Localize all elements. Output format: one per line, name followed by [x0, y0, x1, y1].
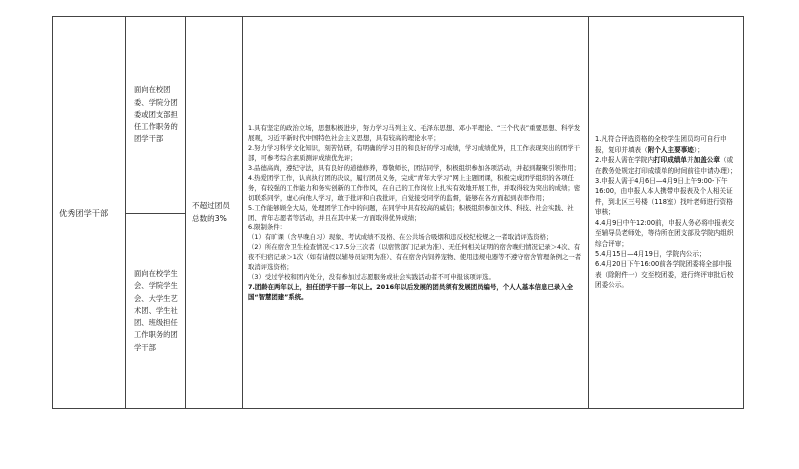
procedure-cell [589, 17, 744, 409]
condition-6-3: （3）受过学校和团内处分，没有参加过志愿服务或社会实践活动者不可申报该项评选。 [248, 272, 495, 281]
procedure-1-bold: 附个人主要事迹 [647, 145, 694, 154]
official-seal-bold: 加盖公章 [693, 156, 720, 165]
scope-text-top: 面向在校团委、学院分团委或团支部担任工作职务的团学干部 [134, 85, 178, 144]
condition-7: 7.团龄在两年以上，担任团学干部一年以上。2016年以后发展的团员须有发展团员编号，个人人基本信息已录入全国“智慧团建”系统。 [248, 282, 574, 301]
award-name-cell [53, 17, 126, 409]
award-criteria-table [52, 16, 744, 409]
conditions-cell [243, 17, 589, 409]
scope-text-bottom: 面向在校学生会、学院学生会、大学生艺术团、学生社团、班级担任工作职务的团学干部 [134, 269, 178, 352]
condition-3: 3.品德高尚，遵纪守法，具有良好的道德修养，尊敬师长，团结同学，积极组织参加各项活动，并起到凝聚引领作用； [248, 163, 581, 172]
condition-6-2: （2）所在宿舍卫生检查情况＜17.5分三次者（以宿管部门记录为准）、无任何相关证明的宿舍晚归情况记录＞4次、有夜不归宿记录＞1次（如有请假以辅导员证明为准）、有在宿舍内饲养宠物、使用违规电器等不遵守宿舍管理条例之一者取消评选资格； [248, 243, 582, 272]
print-transcript-bold: 打印成绩单 [654, 156, 688, 165]
condition-5: 5.工作能够顾全大局，处理团学工作中的问题，在同学中具有较高的威信；积极组织参加文体、科技、社会实践、社团、青年志愿者等活动，并且在其中某一方面取得优异成绩； [248, 203, 574, 222]
condition-4: 4.热爱团学工作，认真执行团的决议，履行团员义务，完成“青年大学习”网上主题团课，积极完成团学组织的各项任务，有较强的工作能力和务实创新的工作作风，在自己的工作岗位上扎实有效地开展工作，并取得较为突出的成绩；密切联系同学，虚心向他人学习，敢于批评和自我批评，自觉接受同学的监督，能够在各方面起到表率作用； [248, 173, 581, 202]
condition-2: 2.努力学习科学文化知识，刻苦钻研，有明确的学习目的和良好的学习成绩，学习成绩优异，且工作表现突出的团学干部，可参考综合素质测评成绩优先评； [248, 144, 581, 163]
procedure-4: 4.4月9日中午12:00前，申报人务必将申报表交至辅导员老师处，等待所在团支部及学院内组织综合评审； [595, 218, 735, 248]
condition-1: 1.具有坚定的政治立场，思想积极进步，努力学习马列主义、毛泽东思想、邓小平理论、“三个代表”重要思想、科学发展观，习近平新时代中国特色社会主义思想，具有较高的理论水平； [248, 124, 581, 143]
procedure-2: 2.申报人需在学院内打印成绩单并加盖公章（或在教务处规定打印成绩单的时间前往申请办理）； [595, 156, 737, 175]
procedure-1: 1.凡符合评选资格的全校学生团员均可自行申报，复印并填表（附个人主要事迹）； [595, 135, 727, 154]
quota-cell [186, 17, 243, 409]
procedure-3: 3.申报人需于4月6日—4月9日上午9:00-下午16:00，由申报人本人携带申报表及个人相关证件，到北区三号楼（118室）找叶老师进行资格审核； [595, 177, 733, 217]
condition-6: 6.限制条件： [248, 223, 287, 232]
condition-6-1: （1）有旷课（含早晚自习）现象、考试成绩不及格、在公共场合吸烟和违反校纪校规之一者取消评选资格； [248, 233, 553, 242]
quota-text: 不超过团员总数的3% [192, 201, 230, 223]
scope-cell-top [126, 17, 186, 214]
scope-cell-bottom [126, 214, 186, 409]
procedure-5: 5.4月15日—4月19日，学院内公示； [595, 249, 706, 258]
award-name: 优秀团学干部 [59, 207, 109, 218]
procedure-6: 6.4月20日下午16:00前各学院团委将全部申报表（除附件一）交至校团委，进行终评审批后校团委公示。 [595, 260, 734, 290]
